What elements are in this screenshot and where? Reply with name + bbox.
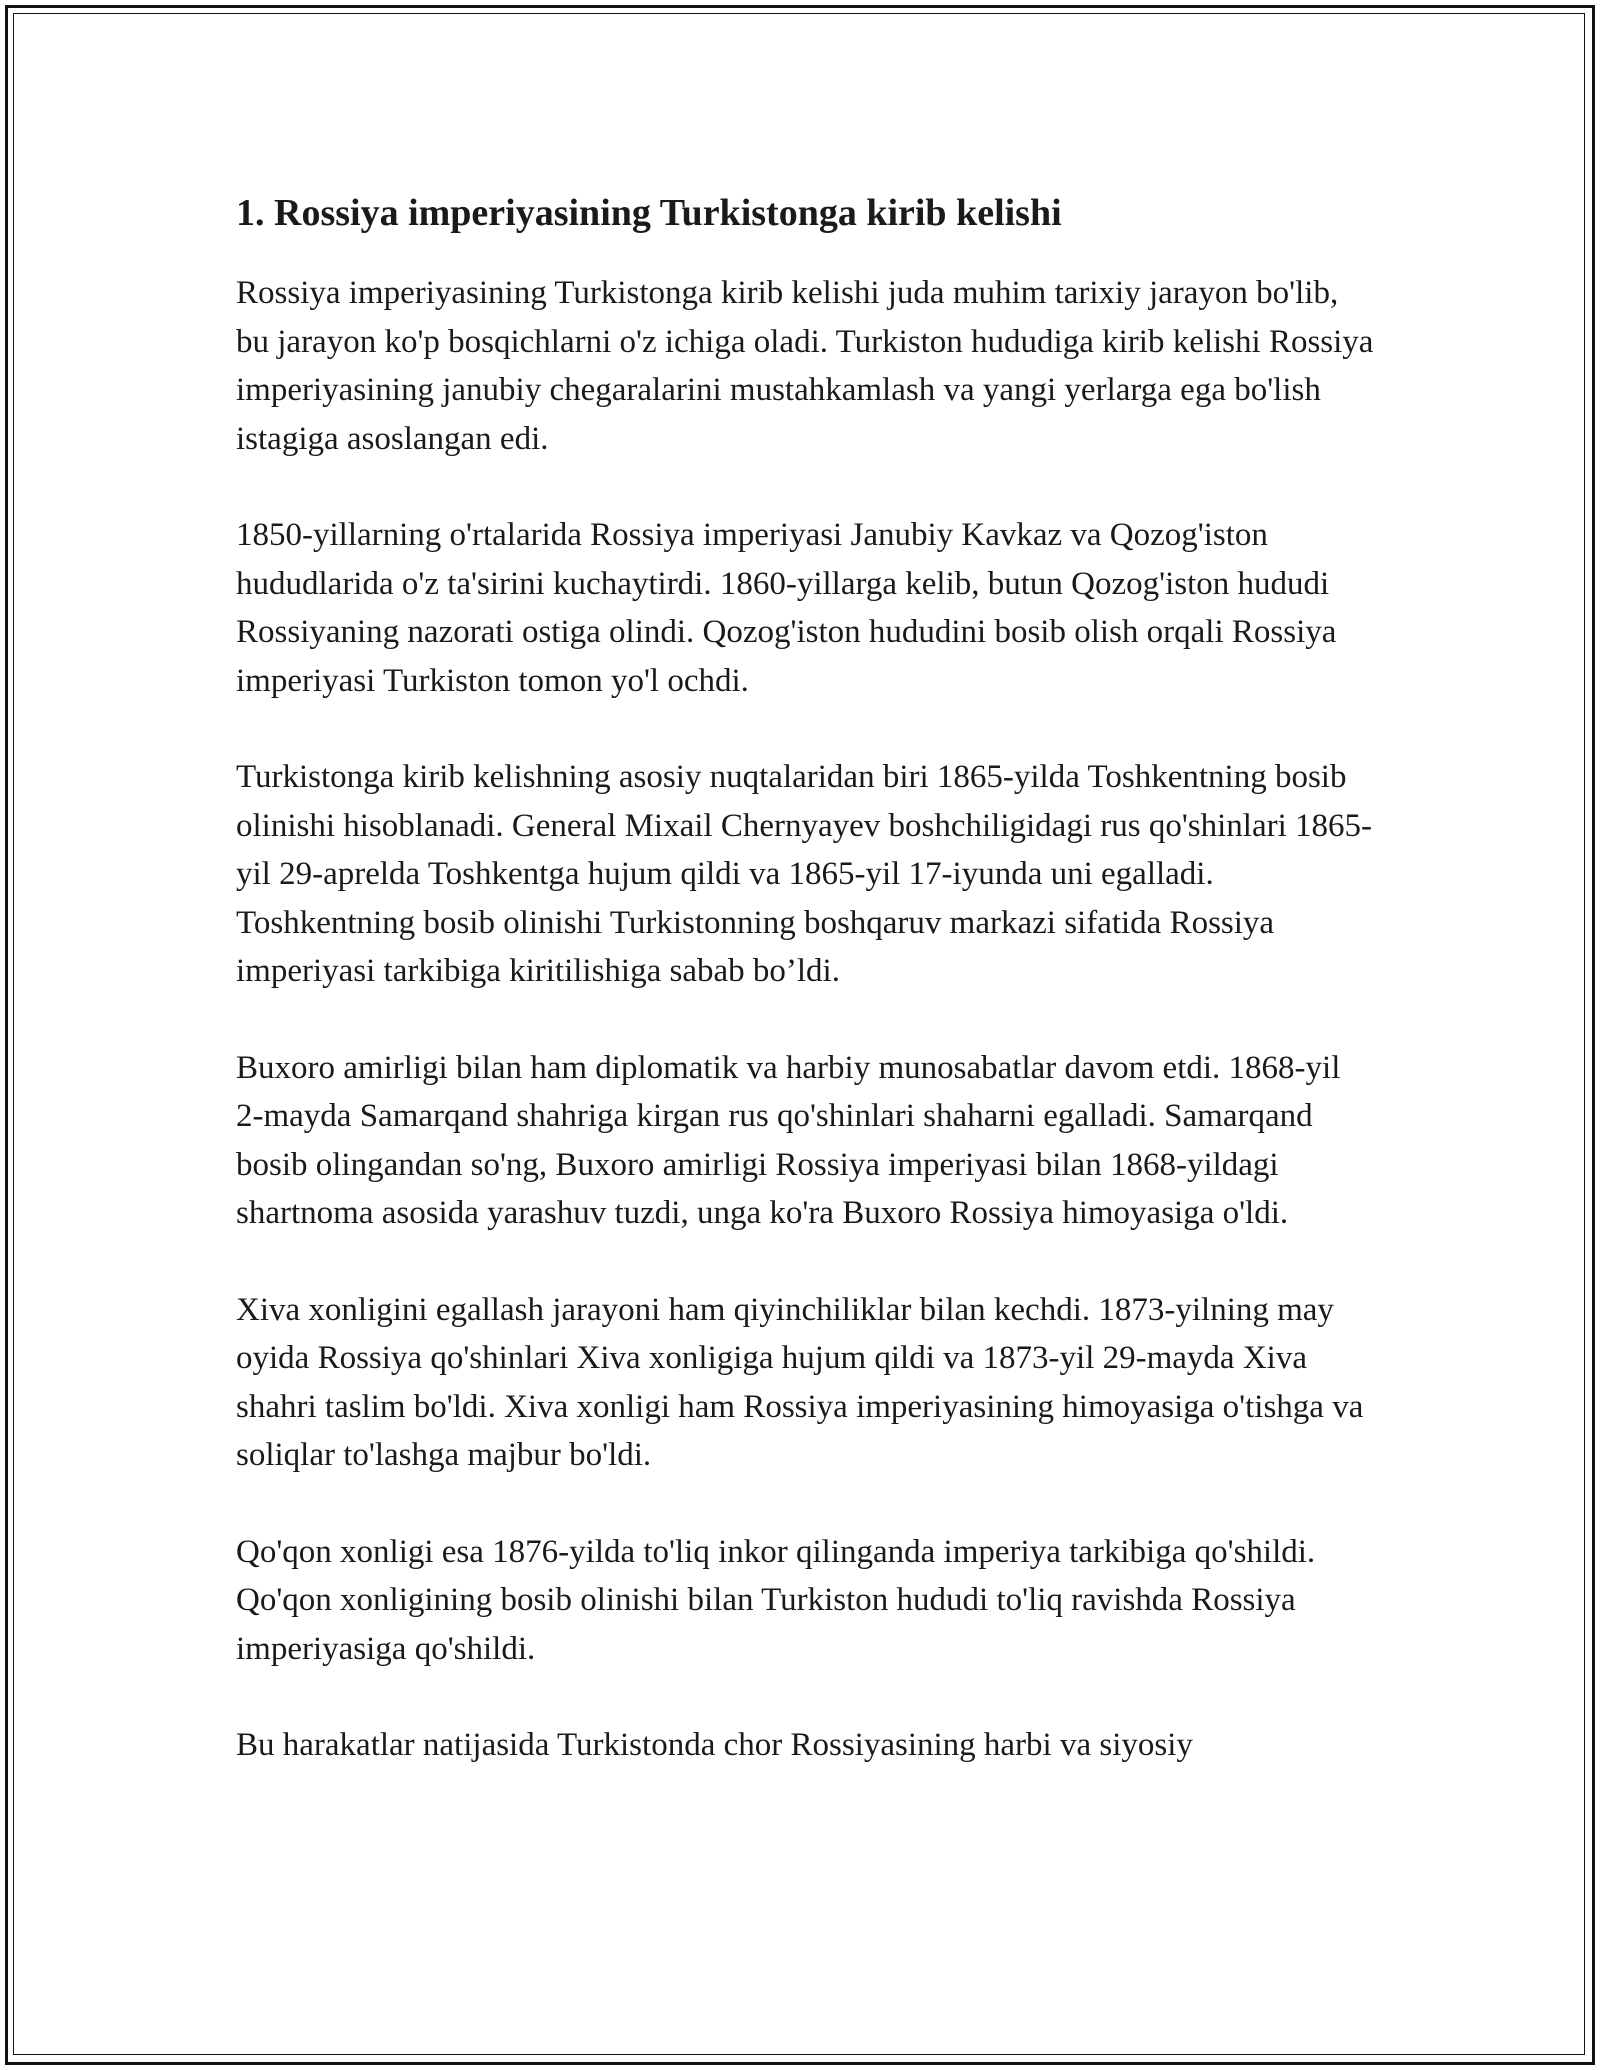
paragraph-2: 1850-yillarning o'rtalarida Rossiya imperiyasi Janubiy Kavkaz va Qozog'iston hududlarida o'z ta'sirini kuchaytirdi. 1860-yillarga kelib, butun Qozog'iston hududi Rossiyaning nazorati ostiga olindi. Qozog'iston hududini bosib olish orqali Rossiya imperiyasi Turkiston tomon yo'l ochdi.	[236, 517, 1337, 699]
document-body	[236, 185, 1376, 1818]
document-title: 1. Rossiya imperiyasining Turkistonga kirib kelishi	[236, 192, 1062, 234]
paragraph-5: Xiva xonligini egallash jarayoni ham qiyinchiliklar bilan kechdi. 1873-yilning may oyida Rossiya qo'shinlari Xiva xonligiga hujum qildi va 1873-yil 29-mayda Xiva shahri taslim bo'ldi. Xiva xonligi ham Rossiya imperiyasining himoyasiga o'tishga va soliqlar to'lashga majbur bo'ldi.	[236, 1291, 1364, 1473]
paragraph-3: Turkistonga kirib kelishning asosiy nuqtalaridan biri 1865-yilda Toshkentning bosib olinishi hisoblanadi. General Mixail Chernyayev boshchiligidagi rus qo'shinlari 1865-yil 29-aprelda Toshkentga hujum qildi va 1865-yil 17-iyunda uni egalladi. Toshkentning bosib olinishi Turkistonning boshqaruv markazi sifatida Rossiya imperiyasi tarkibiga kiritilishiga sabab bo’ldi.	[236, 759, 1373, 989]
paragraph-4: Buxoro amirligi bilan ham diplomatik va harbiy munosabatlar davom etdi. 1868-yil 2-mayda Samarqand shahriga kirgan rus qo'shinlari shaharni egalladi. Samarqand bosib olingandan so'ng, Buxoro amirligi Rossiya imperiyasi bilan 1868-yildagi shartnoma asosida yarashuv tuzdi, unga ko'ra Buxoro Rossiya himoyasiga o'ldi.	[236, 1049, 1341, 1231]
paragraph-7: Bu harakatlar natijasida Turkistonda chor Rossiyasining harbi va siyosiy	[236, 1727, 1193, 1763]
paragraph-1: Rossiya imperiyasining Turkistonga kirib kelishi juda muhim tarixiy jarayon bo'lib, bu jarayon ko'p bosqichlarni o'z ichiga oladi. Turkiston hududiga kirib kelishi Rossiya imperiyasining janubiy chegaralarini mustahkamlash va yangi yerlarga ega bo'lish istagiga asoslangan edi.	[236, 275, 1374, 457]
paragraph-6: Qo'qon xonligi esa 1876-yilda to'liq inkor qilinganda imperiya tarkibiga qo'shildi. Qo'qon xonligining bosib olinishi bilan Turkiston hududi to'liq ravishda Rossiya imperiyasiga qo'shildi.	[236, 1533, 1316, 1667]
